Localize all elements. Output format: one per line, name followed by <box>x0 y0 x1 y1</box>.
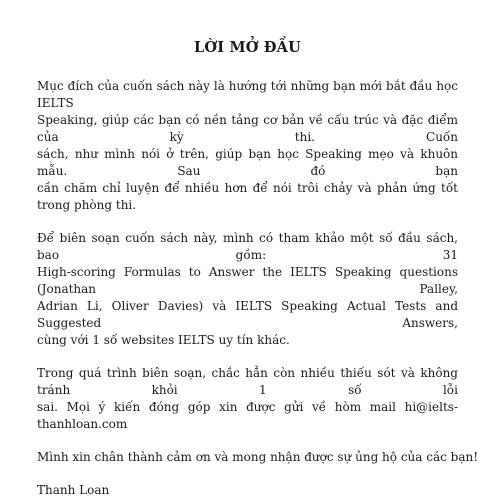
text-line: Mục đích của cuốn sách này là hướng tới những bạn mới bắt đầu học IELTS <box>37 79 458 110</box>
author-signature: Thanh Loan <box>37 483 110 497</box>
text-line: High-scoring Formulas to Answer the IELTS Speaking questions (Jonathan Palley, <box>37 265 458 296</box>
paragraph-thanks <box>37 449 479 466</box>
text-line: sai. Mọi ý kiến đóng góp xin được gửi về hòm mail hi@ielts-thanhloan.com <box>37 400 458 431</box>
paragraph-purpose <box>37 78 458 214</box>
text-line: Speaking, giúp các bạn có nền tảng cơ bản về cấu trúc và đặc điểm của kỳ thi. Cuốn <box>37 113 458 144</box>
paragraph-references <box>37 230 458 349</box>
text-line: Mình xin chân thành cảm ơn và mong nhận được sự ủng hộ của các bạn! <box>37 450 479 464</box>
text-line: Adrian Li, Oliver Davies) và IELTS Speaking Actual Tests and Suggested Answers, <box>37 299 458 330</box>
text-line: cần chăm chỉ luyện để nhiều hơn để nói trôi chảy và phản ứng tốt trong phòng thi. <box>37 181 458 212</box>
text-line: sách, như mình nói ở trên, giúp bạn học Speaking mẹo và khuôn mẫu. Sau đó bạn <box>37 147 458 178</box>
page-title: LỜI MỞ ĐẦU <box>194 39 301 56</box>
text-line: Trong quá trình biên soạn, chắc hẳn còn nhiều thiếu sót và không tránh khỏi 1 số lỗi <box>37 366 458 397</box>
text-line: cùng với 1 số websites IELTS uy tín khác. <box>37 333 290 347</box>
text-line: Để biên soạn cuốn sách này, mình có tham khảo một số đầu sách, bao gồm: 31 <box>37 231 458 262</box>
